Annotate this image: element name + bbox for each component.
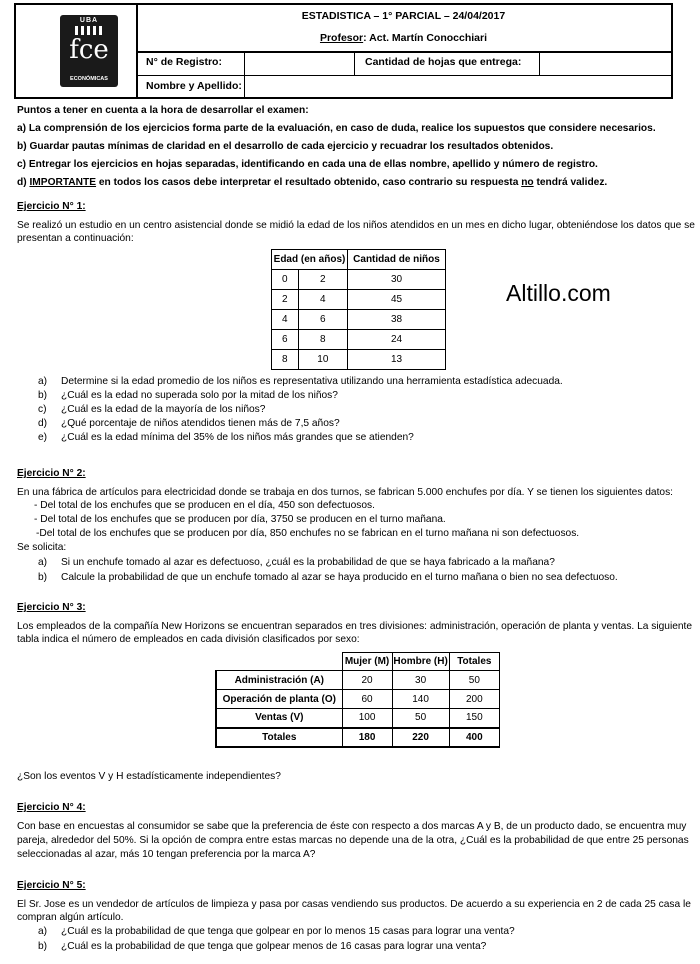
ej3-cell-value: 20 [342,671,392,690]
ej1-cell-count: 30 [348,270,446,290]
ej1-table-row [272,330,446,350]
ej1-item-text: Determine si la edad promedio de los niños es representativa utilizando una herramienta estadística adecuada. [61,376,563,387]
ej3-cell-value: 100 [342,709,392,728]
ej1-cell-count: 45 [348,290,446,310]
ej1-cell-to: 4 [298,290,347,310]
ej1-cell-from: 4 [272,310,299,330]
ej3-header-row [216,653,500,671]
ej2-bullet-1: - Del total de los enchufes que se producen en el día, 450 son defectuosos. [34,500,375,511]
ej1-cell-to: 10 [298,350,347,370]
ej3-row-label: Ventas (V) [216,709,342,728]
ej3-row-label: Administración (A) [216,671,342,690]
ej1-cell-from: 8 [272,350,299,370]
ej1-table-row [272,270,446,290]
ej1-item-text: ¿Cuál es la edad mínima del 35% de los niños más grandes que se atienden? [61,432,414,443]
registro-label: N° de Registro: [136,51,245,75]
ej5-line-2: compran algún artículo. [17,912,124,923]
registro-field[interactable] [245,51,355,75]
ej5-item-text: ¿Cuál es la probabilidad de que tenga que golpear menos de 16 casas para lograr una venta? [61,941,487,952]
ej3-corner-cell [216,653,342,671]
instructions-heading: Puntos a tener en cuenta a la hora de desarrollar el examen: [17,105,309,116]
ej1-text-2: presentan a continuación: [17,233,134,244]
ej1-cell-count: 24 [348,330,446,350]
ej1-item-text: ¿Cuál es la edad no superada solo por la mitad de los niños? [61,390,338,401]
ej1-table-row [272,350,446,370]
logo-economicas-text: ECONÓMICAS [70,76,108,82]
ej2-bullet-3: -Del total de los enchufes que se producen por día, 850 enchufes no se fabrican en el turno mañana ni son defectuosos. [36,528,580,539]
ej3-header-cell: Hombre (H) [392,653,449,671]
ej3-cell-value: 30 [392,671,449,690]
ej1-item-letter: b) [38,390,48,401]
ej1-item-text: ¿Cuál es la edad de la mayoría de los niños? [61,404,266,415]
exam-title-cell [136,5,671,53]
ej5-title: Ejercicio N° 5: [17,880,86,891]
ej2-item-text: Calcule la probabilidad de que un enchufe tomado al azar se haya producido en el turno mañana o bien no sea defectuoso. [61,572,618,583]
ej3-cell-value: 150 [449,709,499,728]
registro-row [136,51,671,76]
ej3-totals-row [216,728,500,747]
ej1-item-letter: c) [38,404,47,415]
logo-fce-text: fce [69,35,109,65]
ej3-table-row [216,671,500,690]
ej3-table-row [216,709,500,728]
professor-name: : Act. Martín Conocchiari [363,32,488,44]
ej1-cell-to: 2 [298,270,347,290]
logo-columns-icon [75,26,103,35]
ej3-cell-value: 60 [342,690,392,709]
ej1-text-1: Se realizó un estudio en un centro asistencial donde se midió la edad de los niños atendidos en un mes en dicho lugar, obteniéndose los datos que se [17,220,695,231]
hojas-label: Cantidad de hojas que entrega: [355,51,540,75]
exam-header [14,3,673,99]
ej2-text-1: En una fábrica de artículos para electricidad donde se trabaja en dos turnos, se fabrican 5.000 enchufes por día. Y se tienen los siguientes datos: [17,487,674,498]
ej5-line-1: El Sr. Jose es un vendedor de artículos de limpieza y pasa por casas vendiendo sus productos. De acuerdo a su experiencia en 2 de cada 25 casa le [17,899,691,910]
ej3-text-1: Los empleados de la compañía New Horizons se encuentran separados en tres divisiones: administración, operación de planta y ventas. La siguiente [17,621,693,632]
ej2-bullet-2: - Del total de los enchufes que se producen por día, 3750 se producen en el turno mañana. [34,514,446,525]
ej4-title: Ejercicio N° 4: [17,802,86,813]
ej4-line-1: Con base en encuestas al consumidor se sabe que la preferencia de éste con respecto a dos marcas A y B, de un producto dado, se encuentra muy [17,821,687,832]
instruction-d: d) IMPORTANTE en todos los casos debe interpretar el resultado obtenido, caso contrario su respuesta no tendrá validez. [17,177,608,188]
ej3-row-label: Operación de planta (O) [216,690,342,709]
ej1-item-text: ¿Qué porcentaje de niños atendidos tienen más de 7,5 años? [61,418,340,429]
ej2-item-letter: b) [38,572,48,583]
ej3-title: Ejercicio N° 3: [17,602,86,613]
ej3-text-2: tabla indica el número de empleados en cada división clasificados por sexo: [17,634,360,645]
ej3-header-cell: Mujer (M) [342,653,392,671]
important-label: IMPORTANTE [29,177,97,188]
ej1-header-cantidad: Cantidad de niños [348,250,446,270]
ej3-table-row [216,690,500,709]
ej3-cell-value: 50 [449,671,499,690]
instruction-a: a) La comprensión de los ejercicios forma parte de la evaluación, en caso de duda, realice los supuestos que considere necesarios. [17,123,656,134]
ej1-cell-count: 38 [348,310,446,330]
fce-logo [60,15,118,87]
ej2-solicita: Se solicita: [17,542,67,553]
ej1-cell-from: 2 [272,290,299,310]
ej1-table [271,249,446,370]
ej3-header-cell: Totales [449,653,499,671]
ej4-line-3: seleccionadas al azar, más 10 tengan preferencia por la marca A? [17,849,316,860]
nombre-label: Nombre y Apellido: [136,75,245,97]
ej2-title: Ejercicio N° 2: [17,468,86,479]
ej1-item-letter: e) [38,432,48,443]
ej5-item-text: ¿Cuál es la probabilidad de que tenga que golpear en por lo menos 15 casas para lograr una venta? [61,926,515,937]
ej2-item-letter: a) [38,557,48,568]
ej3-cell-value: 140 [392,690,449,709]
logo-cell [16,5,138,97]
logo-uba-text: UBA [79,17,99,24]
ej3-cell-value: 400 [449,728,499,747]
ej5-item-letter: b) [38,941,48,952]
hojas-field[interactable] [540,51,671,75]
ej1-header-edad: Edad (en años) [272,250,348,270]
ej1-table-row [272,310,446,330]
ej1-cell-count: 13 [348,350,446,370]
ej3-cell-value: 220 [392,728,449,747]
ej1-table-row [272,290,446,310]
ej3-cell-value: 200 [449,690,499,709]
ej3-question: ¿Son los eventos V y H estadísticamente independientes? [17,771,281,782]
instruction-c: c) Entregar los ejercicios en hojas separadas, identificando en cada una de ellas nombre, apellido y número de registro. [17,159,598,170]
ej3-cell-value: 180 [342,728,392,747]
ej1-cell-from: 0 [272,270,299,290]
ej1-cell-to: 8 [298,330,347,350]
ej1-item-letter: d) [38,418,48,429]
ej1-cell-from: 6 [272,330,299,350]
ej1-title: Ejercicio N° 1: [17,201,86,212]
ej3-cell-value: 50 [392,709,449,728]
altillo-watermark: Altillo.com [506,280,611,306]
professor-line [136,32,671,44]
exam-title: ESTADISTICA – 1° PARCIAL – 24/04/2017 [301,10,506,22]
ej5-item-letter: a) [38,926,48,937]
ej4-line-2: pareja, alrededor del 50%. Si la opción de compra entre estas marcas no depende una de la otra, ¿Cuál es la probabilidad de que entre 25 personas [17,835,689,846]
professor-label: Profesor [319,32,364,44]
ej1-item-letter: a) [38,376,48,387]
ej3-table [215,652,500,748]
ej3-row-label: Totales [216,728,342,747]
ej2-item-text: Si un enchufe tomado al azar es defectuoso, ¿cuál es la probabilidad de que se haya fabricado a la mañana? [61,557,555,568]
ej1-cell-to: 6 [298,310,347,330]
no-label: no [521,177,534,188]
instruction-b: b) Guardar pautas mínimas de claridad en el desarrollo de cada ejercicio y recuadrar los resultados obtenidos. [17,141,554,152]
nombre-field[interactable] [245,75,671,97]
nombre-row [136,75,671,97]
